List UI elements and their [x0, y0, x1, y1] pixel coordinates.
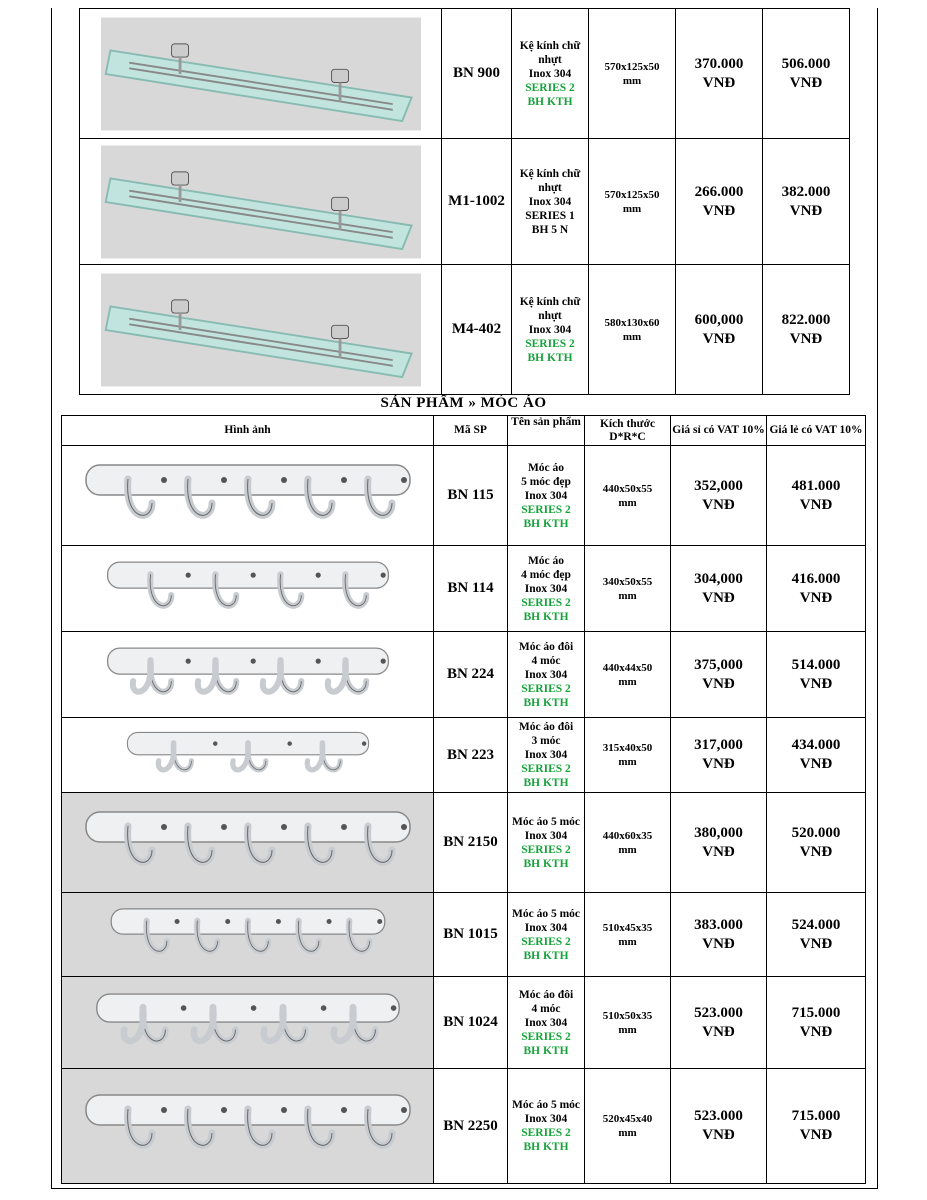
product-size-unit: mm — [618, 675, 637, 688]
product-series: SERIES 2 — [521, 763, 571, 775]
wholesale-price-cell — [676, 139, 763, 265]
retail-price-cell — [767, 1069, 866, 1184]
header-size: Kích thước D*R*C — [585, 416, 671, 446]
wholesale-currency: VNĐ — [702, 756, 735, 772]
product-size: 340x50x55 — [602, 575, 653, 588]
product-code: BN 114 — [434, 546, 508, 632]
wholesale-price: 600,000 — [694, 311, 744, 328]
product-name-line: Kệ kính chữ — [519, 295, 581, 308]
product-warranty: BH KTH — [523, 949, 569, 962]
product-name-cell — [508, 632, 585, 718]
product-name-line: 4 móc đẹp — [521, 568, 571, 581]
wholesale-price: 383.000 — [694, 916, 743, 933]
product-series: SERIES 1 — [525, 209, 575, 222]
wholesale-currency: VNĐ — [702, 202, 736, 219]
product-size-cell — [585, 977, 671, 1069]
retail-currency: VNĐ — [799, 1023, 833, 1040]
product-size: 440x44x50 — [602, 661, 653, 674]
coat-hook-photo — [78, 798, 418, 888]
retail-price: 524.000 — [791, 916, 841, 933]
wholesale-price-cell — [671, 546, 767, 632]
retail-price: 481.000 — [791, 477, 841, 494]
retail-price: 506.000 — [781, 55, 831, 72]
product-name-line: 4 móc — [531, 1002, 561, 1015]
product-series: SERIES 2 — [521, 1127, 571, 1139]
header-retail: Giá lẻ có VAT 10% — [767, 416, 866, 446]
retail-currency: VNĐ — [799, 496, 833, 513]
retail-price: 514.000 — [791, 656, 841, 673]
product-name-line: Kệ kính chữ — [519, 167, 581, 180]
product-warranty: BH KTH — [523, 1141, 569, 1153]
product-size-unit: mm — [618, 1023, 637, 1036]
retail-currency: VNĐ — [799, 675, 833, 692]
product-code: BN 2150 — [434, 793, 508, 893]
product-name-line: nhựt — [538, 181, 562, 194]
product-name-line: Kệ kính chữ — [519, 39, 581, 52]
product-series: SERIES 2 — [525, 337, 575, 350]
wholesale-price-cell — [671, 893, 767, 977]
product-name-cell — [508, 977, 585, 1069]
product-code: BN 2250 — [434, 1069, 508, 1184]
product-size-unit: mm — [618, 496, 637, 509]
product-name-line: Inox 304 — [524, 749, 568, 761]
product-image-cell — [62, 893, 434, 977]
retail-price-cell — [767, 893, 866, 977]
coat-hook-photo — [78, 1081, 418, 1171]
wholesale-currency: VNĐ — [702, 675, 735, 692]
wholesale-price-cell — [671, 718, 767, 793]
wholesale-price-cell — [676, 9, 763, 139]
product-warranty: BH KTH — [523, 777, 569, 789]
wholesale-currency: VNĐ — [702, 330, 736, 347]
product-name-line: Inox 304 — [528, 323, 572, 336]
product-size-cell — [585, 446, 671, 546]
product-warranty: BH KTH — [523, 1044, 569, 1057]
product-size-cell — [585, 893, 671, 977]
product-warranty: BH KTH — [527, 95, 573, 108]
product-series: SERIES 2 — [521, 596, 571, 609]
product-name-line: Inox 304 — [524, 829, 568, 842]
retail-price-cell — [767, 632, 866, 718]
wholesale-price: 352,000 — [694, 477, 743, 494]
product-name-line: Móc áo — [527, 554, 565, 567]
product-image-cell — [80, 139, 442, 265]
product-code: BN 900 — [442, 9, 512, 139]
product-series: SERIES 2 — [521, 503, 571, 516]
retail-price-cell — [767, 546, 866, 632]
product-series: SERIES 2 — [521, 843, 571, 856]
retail-price-cell — [763, 9, 850, 139]
product-name-line: Móc áo đôi — [518, 721, 574, 733]
product-warranty: BH KTH — [523, 517, 569, 530]
retail-price-cell — [767, 793, 866, 893]
shelf-table — [79, 8, 850, 395]
product-image-cell — [80, 265, 442, 395]
product-series: SERIES 2 — [521, 682, 571, 695]
product-row — [62, 546, 866, 632]
product-size: 580x130x60 — [604, 316, 660, 329]
product-row — [80, 265, 850, 395]
retail-price: 416.000 — [791, 570, 841, 587]
product-name-line: Inox 304 — [524, 1016, 568, 1029]
wholesale-price: 375,000 — [694, 656, 743, 673]
product-size-unit: mm — [618, 843, 637, 856]
product-row — [62, 718, 866, 793]
glass-shelf-photo — [101, 268, 421, 392]
product-warranty: BH 5 N — [531, 223, 569, 236]
product-name-line: Móc áo 5 móc — [511, 1099, 581, 1111]
header-name: Tên sản phẩm — [508, 416, 585, 446]
product-row — [62, 1069, 866, 1184]
product-name-line: nhựt — [538, 309, 562, 322]
hook-table — [61, 415, 866, 1184]
product-row — [62, 793, 866, 893]
retail-price: 520.000 — [791, 824, 841, 841]
product-size: 570x125x50 — [604, 188, 660, 201]
product-row — [80, 139, 850, 265]
product-size-unit: mm — [618, 756, 637, 768]
retail-price: 715.000 — [791, 1108, 841, 1124]
product-size-unit: mm — [618, 1127, 637, 1139]
wholesale-currency: VNĐ — [702, 589, 735, 606]
product-image-cell — [62, 632, 434, 718]
product-name-line: Móc áo 5 móc — [511, 815, 581, 828]
product-row — [80, 9, 850, 139]
product-size: 570x125x50 — [604, 60, 660, 73]
product-size-cell — [589, 265, 676, 395]
retail-currency: VNĐ — [799, 589, 833, 606]
product-name-line: Móc áo 5 móc — [511, 907, 581, 920]
product-name-line: 3 móc — [531, 735, 561, 747]
retail-price: 715.000 — [791, 1004, 841, 1021]
product-name-line: 4 móc — [531, 654, 561, 667]
product-series: SERIES 2 — [521, 935, 571, 948]
product-name-cell — [512, 139, 589, 265]
wholesale-currency: VNĐ — [702, 1127, 735, 1143]
glass-shelf-photo — [101, 12, 421, 136]
product-row — [62, 632, 866, 718]
product-name-line: 5 móc đẹp — [521, 475, 571, 488]
coat-hook-photo — [78, 897, 418, 973]
product-size-unit: mm — [622, 330, 642, 343]
retail-price-cell — [767, 446, 866, 546]
product-size-cell — [585, 718, 671, 793]
product-size-unit: mm — [618, 589, 637, 602]
product-row — [62, 446, 866, 546]
product-size: 510x50x35 — [602, 1009, 653, 1022]
product-image-cell — [62, 793, 434, 893]
product-series: SERIES 2 — [525, 81, 575, 94]
coat-hook-photo — [78, 451, 418, 541]
wholesale-price: 523.000 — [694, 1004, 743, 1021]
table-header-row — [62, 416, 866, 446]
product-name-line: Móc áo đôi — [518, 640, 574, 653]
product-name-line: Móc áo — [527, 461, 565, 474]
wholesale-price-cell — [671, 1069, 767, 1184]
product-name-cell — [508, 718, 585, 793]
product-name-cell — [512, 9, 589, 139]
product-code: BN 1015 — [434, 893, 508, 977]
product-size-cell — [585, 793, 671, 893]
coat-hook-photo — [78, 550, 418, 628]
wholesale-price: 370.000 — [694, 55, 744, 72]
retail-price-cell — [767, 977, 866, 1069]
product-size: 520x45x40 — [602, 1113, 653, 1125]
header-wholesale: Giá sỉ có VAT 10% — [671, 416, 767, 446]
product-code: M1-1002 — [442, 139, 512, 265]
product-size-unit: mm — [622, 202, 642, 215]
section-title: SẢN PHẨM » MÓC ÁO — [380, 395, 547, 411]
product-size: 440x60x35 — [602, 829, 653, 842]
retail-price-cell — [763, 265, 850, 395]
retail-currency: VNĐ — [789, 74, 823, 91]
product-size-cell — [589, 139, 676, 265]
wholesale-currency: VNĐ — [702, 1023, 735, 1040]
product-name-line: Inox 304 — [524, 1113, 568, 1125]
product-code: M4-402 — [442, 265, 512, 395]
wholesale-currency: VNĐ — [702, 843, 735, 860]
product-warranty: BH KTH — [523, 610, 569, 623]
product-image-cell — [80, 9, 442, 139]
wholesale-price: 317,000 — [694, 737, 743, 753]
product-name-line: Inox 304 — [524, 921, 568, 934]
product-series: SERIES 2 — [521, 1030, 571, 1043]
coat-hook-photo — [78, 722, 418, 789]
wholesale-price-cell — [671, 793, 767, 893]
product-code: BN 115 — [434, 446, 508, 546]
product-image-cell — [62, 977, 434, 1069]
product-name-line: Inox 304 — [524, 668, 568, 681]
retail-price-cell — [767, 718, 866, 793]
coat-hook-photo — [78, 981, 418, 1065]
retail-price: 382.000 — [781, 183, 831, 200]
product-warranty: BH KTH — [523, 696, 569, 709]
header-image: Hình ảnh — [62, 416, 434, 446]
retail-currency: VNĐ — [799, 756, 833, 772]
product-size-unit: mm — [622, 74, 642, 87]
product-image-cell — [62, 546, 434, 632]
product-size-cell — [585, 632, 671, 718]
retail-price: 822.000 — [781, 311, 831, 328]
retail-currency: VNĐ — [799, 1127, 833, 1143]
product-name-cell — [508, 893, 585, 977]
retail-price-cell — [763, 139, 850, 265]
product-name-line: Inox 304 — [528, 195, 572, 208]
product-name-cell — [508, 1069, 585, 1184]
product-image-cell — [62, 1069, 434, 1184]
retail-currency: VNĐ — [799, 843, 833, 860]
product-name-line: Inox 304 — [524, 489, 568, 502]
product-name-cell — [508, 446, 585, 546]
product-name-cell — [512, 265, 589, 395]
retail-price: 434.000 — [791, 737, 841, 753]
retail-currency: VNĐ — [789, 202, 823, 219]
product-warranty: BH KTH — [523, 857, 569, 870]
wholesale-currency: VNĐ — [702, 496, 735, 513]
product-size-unit: mm — [618, 935, 637, 948]
wholesale-price: 380,000 — [694, 824, 743, 841]
product-code: BN 224 — [434, 632, 508, 718]
wholesale-currency: VNĐ — [702, 935, 735, 952]
product-size-cell — [585, 546, 671, 632]
wholesale-price-cell — [671, 632, 767, 718]
coat-hook-photo — [78, 636, 418, 714]
product-name-line: Móc áo đôi — [518, 988, 574, 1001]
wholesale-price: 523.000 — [694, 1108, 743, 1124]
product-name-cell — [508, 546, 585, 632]
wholesale-price: 304,000 — [694, 570, 743, 587]
retail-currency: VNĐ — [799, 935, 833, 952]
product-row — [62, 893, 866, 977]
product-row — [62, 977, 866, 1069]
product-image-cell — [62, 718, 434, 793]
product-name-cell — [508, 793, 585, 893]
product-name-line: Inox 304 — [524, 582, 568, 595]
product-size-cell — [589, 9, 676, 139]
product-name-line: nhựt — [538, 53, 562, 66]
wholesale-price: 266.000 — [694, 183, 744, 200]
product-size: 315x40x50 — [602, 742, 653, 754]
product-code: BN 223 — [434, 718, 508, 793]
product-code: BN 1024 — [434, 977, 508, 1069]
wholesale-currency: VNĐ — [702, 74, 736, 91]
glass-shelf-photo — [101, 142, 421, 262]
product-size: 510x45x35 — [602, 921, 653, 934]
product-size: 440x50x55 — [602, 482, 653, 495]
product-size-cell — [585, 1069, 671, 1184]
wholesale-price-cell — [676, 265, 763, 395]
retail-currency: VNĐ — [789, 330, 823, 347]
product-warranty: BH KTH — [527, 351, 573, 364]
wholesale-price-cell — [671, 977, 767, 1069]
wholesale-price-cell — [671, 446, 767, 546]
product-name-line: Inox 304 — [528, 67, 572, 80]
product-image-cell — [62, 446, 434, 546]
header-code: Mã SP — [434, 416, 508, 446]
